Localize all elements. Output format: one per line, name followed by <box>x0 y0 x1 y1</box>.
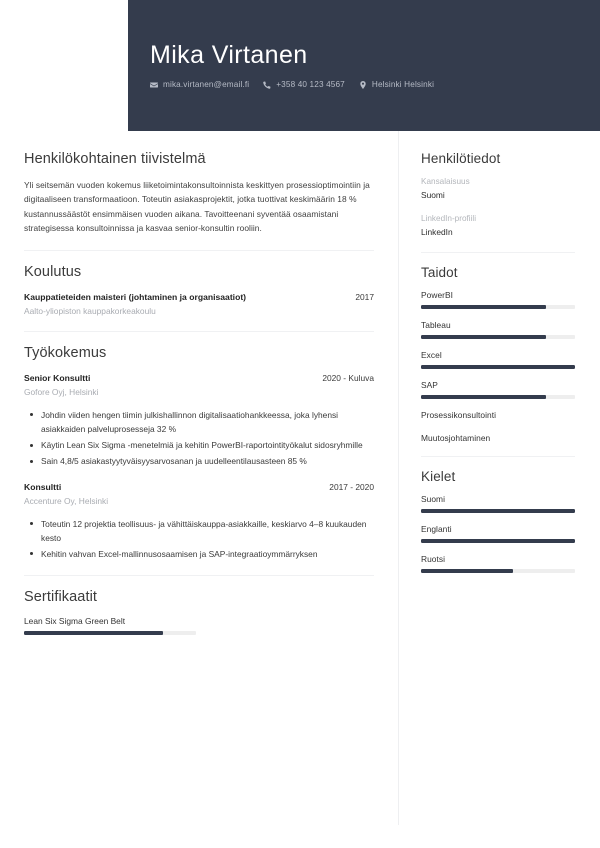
skill-item-plain: Muutosjohtaminen <box>421 432 491 443</box>
contact-row <box>150 80 600 89</box>
skill-level-track <box>421 365 575 369</box>
skill-label: Excel <box>421 349 442 360</box>
skill-level-track <box>421 335 575 339</box>
skill-item <box>421 380 575 399</box>
field-linkedin <box>421 213 575 239</box>
contact-email[interactable] <box>150 80 249 89</box>
skill-item <box>421 350 575 369</box>
divider <box>421 252 575 253</box>
section-personal-details <box>421 151 575 239</box>
phone-icon <box>263 81 271 89</box>
list-item: Kehitin vahvan Excel-mallinnusosaamisen ja SAP-integraatioymmärryksen <box>24 547 374 561</box>
language-label: Ruotsi <box>421 553 446 564</box>
language-level-track <box>421 509 575 513</box>
divider <box>24 331 374 332</box>
language-item <box>421 524 575 543</box>
skill-item <box>421 320 575 339</box>
section-certificates <box>24 589 374 635</box>
resume-body <box>0 131 600 848</box>
language-label: Suomi <box>421 493 445 504</box>
skill-item <box>421 290 575 309</box>
education-entry-head <box>24 291 374 304</box>
section-experience <box>24 345 374 561</box>
education-date: 2017 <box>355 291 374 302</box>
resume-header <box>128 0 600 131</box>
location-pin-icon <box>359 81 367 89</box>
experience-entry-head <box>24 481 374 494</box>
experience-entry <box>24 372 374 468</box>
language-label: Englanti <box>421 523 452 534</box>
divider <box>24 250 374 251</box>
contact-phone-text: +358 40 123 4567 <box>276 80 345 90</box>
field-value: Suomi <box>421 190 445 201</box>
field-nationality <box>421 176 575 202</box>
page-title: Mika Virtanen <box>150 40 308 69</box>
list-item: Toteutin 12 projektia teollisuus- ja vähittäiskauppa-asiakkaille, keskiarvo 4–8 kuukauden kesto <box>24 517 374 545</box>
summary-text: Yli seitsemän vuoden kokemus liiketoimintakonsultoinnista keskittyen prosessioptimointiin ja digitaaliseen transformaatioon. Toteutin asiakasprojektit, jotka tuottivat keskimäärin 18 % kustannussäästöt ensimmäisen vuoden aikana. Tavoitteenani syventää osaamistani strategisessa konsultoinnissa ja kasvaa senior-konsultin rooliin. <box>24 180 370 234</box>
skill-label: Tableau <box>421 319 451 330</box>
skill-level-track <box>421 395 575 399</box>
contact-email-text: mika.virtanen@email.fi <box>163 80 250 90</box>
list-item: Johdin viiden hengen tiimin julkishallinnon digitalisaatiohankkeessa, joka lyhensi asiakkaiden palveluprosesseja 32 % <box>24 408 374 436</box>
contact-location-text: Helsinki Helsinki <box>371 80 435 90</box>
envelope-icon <box>150 81 158 89</box>
contact-phone[interactable] <box>263 80 345 89</box>
experience-role: Senior Konsultti <box>24 373 91 384</box>
experience-entry-head <box>24 372 374 385</box>
language-level-track <box>421 539 575 543</box>
section-title-summary: Henkilökohtainen tiivistelmä <box>24 151 206 167</box>
skill-level-track <box>421 305 575 309</box>
section-title-experience: Työkokemus <box>24 345 107 362</box>
section-title-languages: Kielet <box>421 468 456 484</box>
skill-level-fill <box>421 335 546 339</box>
education-institution: Aalto-yliopiston kauppakorkeakoulu <box>24 305 156 316</box>
sidebar-column <box>398 131 600 825</box>
language-level-fill <box>421 509 575 513</box>
experience-company: Accenture Oy, Helsinki <box>24 496 109 507</box>
field-label: LinkedIn-profiili <box>421 213 477 223</box>
divider <box>24 575 374 576</box>
list-item: Sain 4,8/5 asiakastyytyväisyysarvosanan ja uudelleentilausasteen 85 % <box>24 454 374 468</box>
experience-role: Konsultti <box>24 482 62 493</box>
language-level-fill <box>421 569 513 573</box>
skill-item-plain: Prosessikonsultointi <box>421 409 497 420</box>
certificate-item <box>24 616 374 635</box>
section-languages <box>421 469 575 573</box>
section-title-personal-details: Henkilötiedot <box>421 151 501 166</box>
education-degree: Kauppatieteiden maisteri (johtaminen ja organisaatiot) <box>24 291 247 302</box>
section-education <box>24 264 374 318</box>
field-value[interactable]: LinkedIn <box>421 227 453 238</box>
list-item: Käytin Lean Six Sigma -menetelmiä ja kehitin PowerBI-raportointityökalut sidosryhmille <box>24 438 374 452</box>
skill-label: PowerBI <box>421 289 454 300</box>
language-level-fill <box>421 539 575 543</box>
experience-bullets <box>24 517 374 561</box>
language-item <box>421 554 575 573</box>
section-title-education: Koulutus <box>24 263 82 280</box>
language-level-track <box>421 569 575 573</box>
skill-level-fill <box>421 365 575 369</box>
section-title-certificates: Sertifikaatit <box>24 589 98 606</box>
language-item <box>421 494 575 513</box>
certificate-level-fill <box>24 631 163 635</box>
certificate-level-track <box>24 631 196 635</box>
contact-location[interactable] <box>359 80 434 89</box>
skill-label: SAP <box>421 379 438 390</box>
experience-entry <box>24 481 374 561</box>
experience-date: 2020 - Kuluva <box>322 373 374 384</box>
education-entry <box>24 291 374 318</box>
section-summary <box>24 151 374 236</box>
section-title-skills: Taidot <box>421 264 458 280</box>
skill-level-fill <box>421 305 546 309</box>
field-label: Kansalaisuus <box>421 177 470 186</box>
certificate-label: Lean Six Sigma Green Belt <box>24 616 126 627</box>
skill-level-fill <box>421 395 546 399</box>
experience-date: 2017 - 2020 <box>329 482 374 493</box>
experience-bullets <box>24 408 374 468</box>
divider <box>421 456 575 457</box>
experience-company: Gofore Oyj, Helsinki <box>24 387 99 398</box>
section-skills <box>421 265 575 443</box>
main-column <box>0 131 398 848</box>
